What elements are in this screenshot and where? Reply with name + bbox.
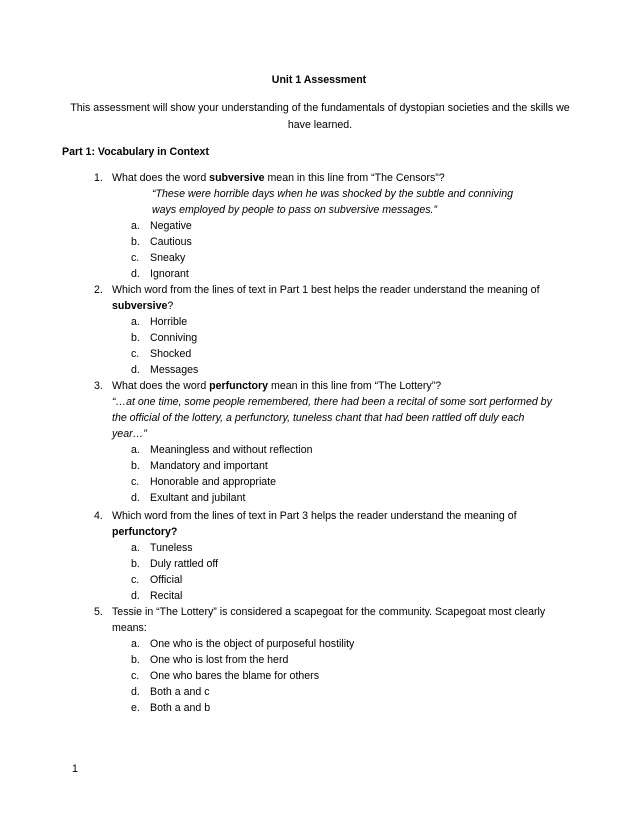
question-text-line2 [112, 298, 574, 314]
option-letter: c. [131, 670, 140, 682]
answer-option [131, 218, 192, 234]
question-text-pre: What does the word [112, 172, 210, 184]
option-letter: c. [131, 574, 140, 586]
answer-option [131, 700, 210, 716]
option-letter: b. [131, 558, 140, 570]
question-text: Which word from the lines of text in Part 3 helps the reader understand the meaning of [112, 510, 517, 522]
option-letter: a. [131, 638, 140, 650]
intro-paragraph: This assessment will show your understanding of the fundamentals of dystopian societies and the skills we have learned. [70, 102, 570, 131]
option-text: Duly rattled off [150, 558, 219, 570]
answer-option [131, 588, 182, 604]
question-text-pre: What does the word [112, 380, 210, 392]
option-letter: a. [131, 444, 140, 456]
vocab-word: subversive [112, 300, 168, 312]
question-number: 4. [94, 510, 103, 522]
answer-option [131, 540, 193, 556]
answer-option [131, 266, 189, 282]
answer-option [131, 556, 218, 572]
option-text: Negative [150, 220, 192, 232]
question-text: Tessie in “The Lottery” is considered a scapegoat for the community. Scapegoat most clearly [112, 606, 546, 618]
answer-option [131, 458, 268, 474]
question-5 [94, 604, 574, 636]
option-text: Tuneless [150, 542, 193, 554]
question-text-line2: means: [112, 622, 147, 634]
option-text: Exultant and jubilant [150, 492, 246, 504]
option-letter: d. [131, 364, 140, 376]
question-3 [94, 378, 574, 394]
option-letter: a. [131, 220, 140, 232]
answer-option [131, 234, 192, 250]
option-letter: b. [131, 654, 140, 666]
quote-line: year…” [112, 428, 147, 440]
option-text: Official [150, 574, 183, 586]
question-number: 5. [94, 606, 103, 618]
answer-option [131, 490, 245, 506]
question-text-post: ? [167, 300, 174, 312]
option-letter: b. [131, 236, 140, 248]
option-text: One who is lost from the herd [150, 654, 289, 666]
vocab-word: perfunctory [209, 380, 269, 392]
option-text: Horrible [150, 316, 188, 328]
question-number: 2. [94, 284, 103, 296]
answer-option [131, 684, 210, 700]
question-text: Which word from the lines of text in Part 1 best helps the reader understand the meaning of [112, 284, 540, 296]
vocab-word: subversive [209, 172, 265, 184]
answer-option [131, 330, 197, 346]
option-text: Sneaky [150, 252, 186, 264]
option-text: Both a and c [150, 686, 210, 698]
option-text: Recital [150, 590, 183, 602]
option-letter: d. [131, 268, 140, 280]
option-text: Both a and b [150, 702, 211, 714]
part1-heading: Part 1: Vocabulary in Context [62, 146, 209, 158]
option-letter: d. [131, 686, 140, 698]
page-number: 1 [72, 763, 78, 775]
option-letter: c. [131, 348, 140, 360]
quote-line: the official of the lottery, a perfunctory, tuneless chant that had been rattled off duly each [112, 412, 525, 424]
quote-line: “…at one time, some people remembered, there had been a recital of some sort performed by [112, 396, 552, 408]
question-number: 3. [94, 380, 103, 392]
question-text-post: mean in this line from “The Censors”? [264, 172, 445, 184]
option-letter: d. [131, 590, 140, 602]
answer-option [131, 314, 187, 330]
option-letter: c. [131, 476, 140, 488]
option-letter: a. [131, 316, 140, 328]
option-letter: c. [131, 252, 140, 264]
question-number: 1. [94, 172, 103, 184]
answer-option [131, 668, 319, 684]
option-text: One who is the object of purposeful hostility [150, 638, 355, 650]
page-title: Unit 1 Assessment [271, 74, 367, 86]
question-text [112, 170, 574, 186]
option-letter: e. [131, 702, 140, 714]
quote-line: “These were horrible days when he was shocked by the subtle and conniving [152, 188, 513, 200]
question-text-line2 [112, 524, 574, 540]
option-text: Ignorant [150, 268, 189, 280]
option-text: Honorable and appropriate [150, 476, 277, 488]
option-text: Conniving [150, 332, 198, 344]
question-1 [94, 170, 574, 186]
vocab-word: perfunctory? [112, 526, 178, 538]
answer-option [131, 572, 182, 588]
question-text [112, 378, 574, 394]
question-text-post: mean in this line from “The Lottery”? [268, 380, 442, 392]
answer-option [131, 250, 185, 266]
answer-option [131, 636, 354, 652]
option-letter: b. [131, 332, 140, 344]
option-letter: d. [131, 492, 140, 504]
option-text: Shocked [150, 348, 192, 360]
question-4 [94, 508, 574, 540]
answer-option [131, 474, 276, 490]
option-letter: a. [131, 542, 140, 554]
answer-option [131, 346, 191, 362]
option-text: Mandatory and important [150, 460, 268, 472]
option-text: Messages [150, 364, 199, 376]
option-text: Cautious [150, 236, 192, 248]
option-text: One who bares the blame for others [150, 670, 320, 682]
quote-line: ways employed by people to pass on subversive messages.” [152, 204, 438, 216]
answer-option [131, 652, 288, 668]
answer-option [131, 362, 198, 378]
question-2 [94, 282, 574, 314]
option-text: Meaningless and without reflection [150, 444, 313, 456]
answer-option [131, 442, 313, 458]
option-letter: b. [131, 460, 140, 472]
